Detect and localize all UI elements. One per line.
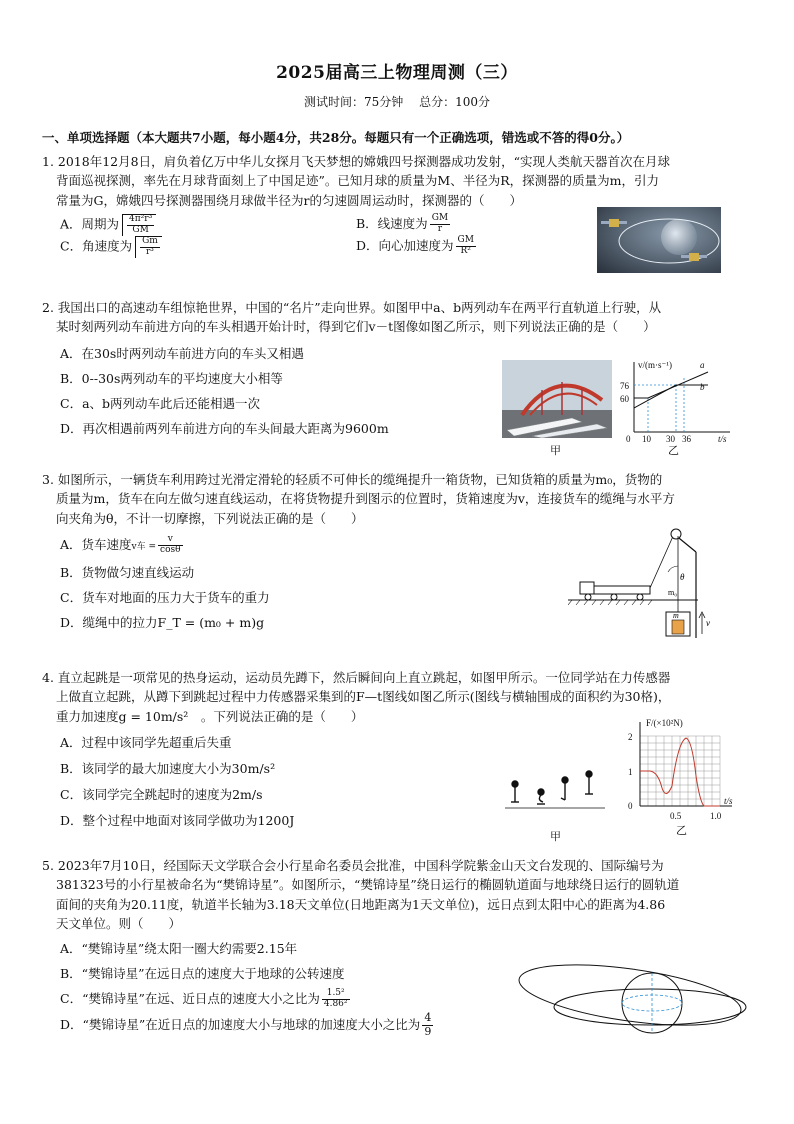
q4-ylabel: F/(×10²N) <box>646 718 683 728</box>
truck-icon <box>580 582 650 600</box>
q3-m-label: m <box>673 611 679 620</box>
q4-option-d[interactable]: D．整个过程中地面对该同学做功为1200J <box>60 813 295 829</box>
q2-train-photo <box>502 360 612 438</box>
q4-stem-line1: 4. 直立起跳是一项常见的热身运动，运动员先蹲下，然后瞬间向上直立跳起，如图甲所示。一位同学站在力传感器 <box>42 670 671 685</box>
q5-c-frac: $\frac{\text{1.5²}}{\text{4.86²}}$ <box>323 987 348 1009</box>
q4-x05: 0.5 <box>670 811 682 821</box>
q4-x10: 1.0 <box>710 811 722 821</box>
q4-ft-chart <box>620 716 740 826</box>
q4-y1: 1 <box>628 767 633 777</box>
q1-option-b[interactable]: B．线速度为 $\frac{GM}{r}$ <box>356 213 449 235</box>
asteroid-orbit <box>515 955 744 1036</box>
q5-stem-line3: 面间的夹角为20.11度，轨道半长轴为3.18天文单位(日地距离为1天文单位)，远日点到太阳中心的距离为4.86 <box>56 896 666 912</box>
q5-orbit-figure <box>510 955 750 1051</box>
q2-option-d[interactable]: D．再次相遇前两列车前进方向的车头间最大距离为9600m <box>60 420 389 436</box>
q3-theta-label: θ <box>680 572 685 582</box>
q3-option-b[interactable]: B．货物做匀速直线运动 <box>60 565 195 581</box>
q2-option-c[interactable]: C．a、b两列动车此后还能相遇一次 <box>60 395 261 411</box>
q2-y76: 76 <box>620 381 629 391</box>
q2-fig-jia-label: 甲 <box>550 444 561 457</box>
q3-stem-line2: 质量为m，货车在向左做匀速直线运动，在将货物提升到图示的位置时，货箱速度为v，连接货车的缆绳与水平方 <box>56 491 675 507</box>
q1-option-c[interactable]: C．角速度为 $\frac{Gm}{\text{r³}}$ <box>42 236 330 258</box>
q3-stem-line1: 3. 如图所示，一辆货车利用跨过光滑定滑轮的轻质不可伸长的缆绳提升一箱货物，已知货箱的质量为m₀，货物的 <box>42 472 663 487</box>
q1-stem-line3: 常量为G，嫦娥四号探测器围绕月球做半径为r的匀速圆周运动时，探测器的（ ） <box>56 192 522 208</box>
q1-option-d[interactable]: D．向心加速度为 $\frac{GM}{\text{R²}}$ <box>356 235 474 257</box>
q2-stem-line1: 2. 我国出口的高速动车组惊艳世界，中国的“名片”走向世界。如图甲中a、b两列动车在两平行直轨道上行驶，从 <box>42 300 662 315</box>
q3-stem-line3: 向夹角为θ，不计一切摩擦，下列说法正确的是（ ） <box>56 510 364 526</box>
q4-stem-line2: 上做直立起跳，从蹲下到跳起过程中力传感器采集到的F—t图线如图乙所示(图线与横轴围成的面积约为30格)， <box>56 689 671 705</box>
q1-moon-orbit-figure <box>597 207 721 273</box>
q2-label-b: b <box>700 382 705 392</box>
q2-x10: 10 <box>642 434 651 444</box>
q3-m0-label: m₀ <box>668 588 678 597</box>
exam-info <box>0 93 794 112</box>
q3-truck-pulley-figure <box>568 522 718 638</box>
q5-stem-line2: 381323号的小行星被命名为“樊锦诗星”。如图所示，“樊锦诗星”绕日运行的椭圆轨道面与地球绕日运行的圆轨道 <box>56 877 680 893</box>
q1-a-sqrt: $\frac{\text{4π²r³}}{GM}$ <box>122 214 156 236</box>
q5-option-b[interactable]: B．“樊锦诗星”在远日点的速度大于地球的公转速度 <box>60 965 345 981</box>
q3-a-frac: $\frac{v}{\cos\theta}$ <box>160 534 181 556</box>
q2-vt-chart <box>618 356 738 452</box>
q5-d-frac: $\frac{4}{9}$ <box>424 1011 432 1038</box>
q1-c-sqrt: $\frac{Gm}{\text{r³}}$ <box>135 236 162 258</box>
q4-y0: 0 <box>628 801 633 811</box>
q2-x0: 0 <box>626 434 631 444</box>
q2-x30: 30 <box>666 434 675 444</box>
q2-x36: 36 <box>682 434 691 444</box>
pulley-icon <box>671 529 681 539</box>
q4-fig-yi-label: 乙 <box>676 824 687 837</box>
exam-score: 总分：100分 <box>419 95 490 109</box>
q5-option-c[interactable]: C．“樊锦诗星”在远、近日点的速度大小之比为 $\frac{\text{1.5²}}{\text{4.86²}}$ <box>60 987 348 1009</box>
q2-ylabel: v/(m·s⁻¹) <box>638 360 672 370</box>
q1-b-frac: $\frac{GM}{r}$ <box>431 213 449 235</box>
q4-option-c[interactable]: C．该同学完全跳起时的速度为2m/s <box>60 787 263 803</box>
q4-xlabel: t/s <box>724 796 733 806</box>
earth-orbit <box>554 989 746 1025</box>
q2-xlabel: t/s <box>718 434 727 444</box>
q4-y2: 2 <box>628 732 633 742</box>
q2-option-a[interactable]: A．在30s时两列动车前进方向的车头又相遇 <box>60 345 304 361</box>
q2-option-b[interactable]: B．0--30s两列动车的平均速度大小相等 <box>60 370 283 386</box>
q4-option-b[interactable]: B．该同学的最大加速度大小为30m/s² <box>60 761 276 777</box>
q4-stem-line3: 重力加速度g = 10m/s² 。下列说法正确的是（ ） <box>56 708 364 724</box>
q2-fig-yi-label: 乙 <box>668 444 679 457</box>
q1-stem-line1: 1. 2018年12月8日，肩负着亿万中华儿女探月飞天梦想的嫦娥四号探测器成功发射，“实现人类航天器首次在月球 <box>42 154 670 169</box>
q3-v-label: v <box>706 618 710 628</box>
q1-d-frac: $\frac{GM}{\text{R²}}$ <box>457 235 474 257</box>
q5-option-a[interactable]: A．“樊锦诗星”绕太阳一圈大约需要2.15年 <box>60 940 298 956</box>
q4-fig-jia-label: 甲 <box>550 830 561 843</box>
exam-time: 测试时间：75分钟 <box>303 95 404 109</box>
q5-option-d[interactable]: D．“樊锦诗星”在近日点的加速度大小与地球的加速度大小之比为 $\frac{4}{9}$ <box>60 1011 432 1038</box>
q4-option-a[interactable]: A．过程中该同学先超重后失重 <box>60 735 232 751</box>
q1-option-a[interactable]: A．周期为 $\frac{\text{4π²r³}}{GM}$ <box>42 214 330 236</box>
q5-stem-line1: 5. 2023年7月10日，经国际天文学联合会小行星命名委员会批准，中国科学院紫金山天文台发现的、国际编号为 <box>42 858 664 873</box>
page-title: 2025届高三上物理周测（三） <box>276 63 518 83</box>
section-heading: 一、单项选择题（本大题共7小题，每小题4分，共28分。每题只有一个正确选项，错选或不答的得0分。） <box>42 130 630 145</box>
q2-label-a: a <box>700 360 705 370</box>
q2-stem-line2: 某时刻两列动车前进方向的车头相遇开始计时，得到它们v－t图像如图乙所示，则下列说法正确的是（ ） <box>56 319 656 335</box>
q3-option-d[interactable]: D．缆绳中的拉力F_T = (m₀ + m)g <box>60 615 265 631</box>
q5-stem-line4: 天文单位。则（ ） <box>56 916 182 932</box>
q3-option-a[interactable]: A．货车速度v车 = $\frac{v}{\cos\theta}$ <box>60 534 181 556</box>
q3-option-c[interactable]: C．货车对地面的压力大于货车的重力 <box>60 590 270 606</box>
q2-y60: 60 <box>620 394 629 404</box>
q1-stem-line2: 背面巡视探测，率先在月球背面刻上了中国足迹”。已知月球的质量为M、半径为R，探测器的质量为m，引力 <box>56 173 659 189</box>
q4-jump-figure <box>505 770 605 826</box>
